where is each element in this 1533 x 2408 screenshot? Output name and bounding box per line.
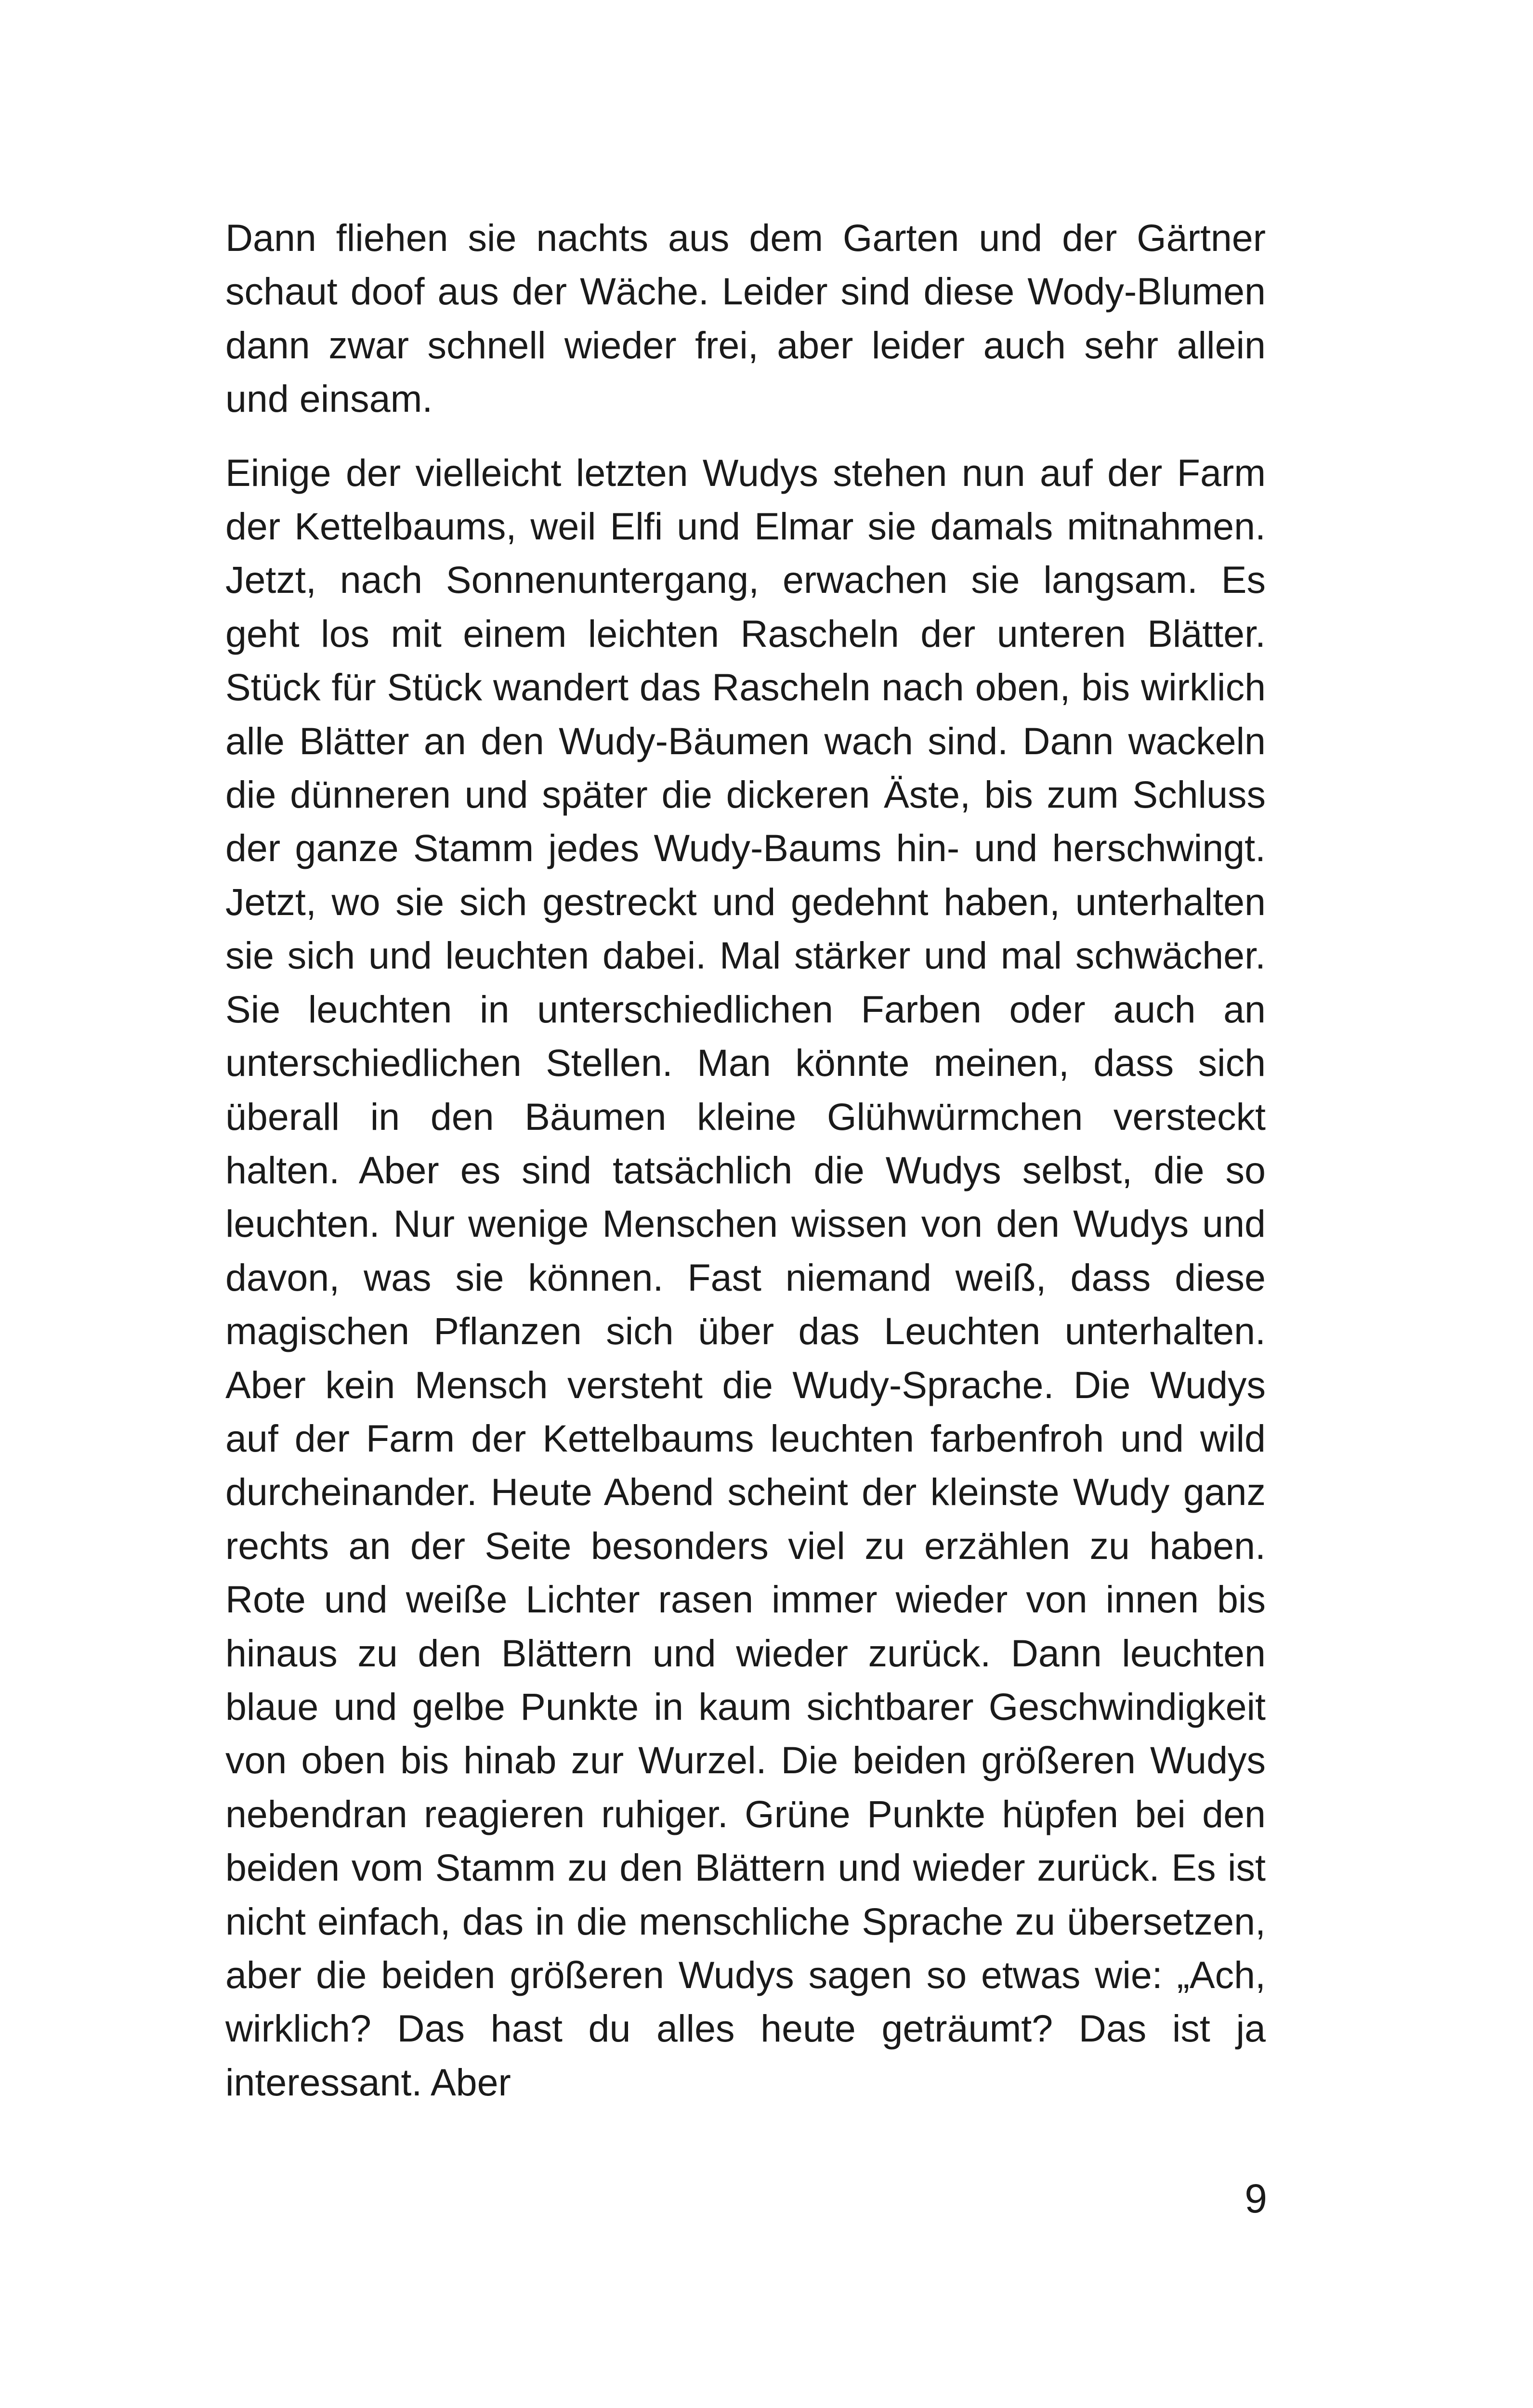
paragraph-1: Dann fliehen sie nachts aus dem Garten und der Gärtner schaut doof aus der Wäche. Leider sind diese Wody-Blumen dann zwar schnell wieder frei, aber leider auch sehr allein und einsam. [225, 216, 1266, 420]
paragraph-2: Einige der vielleicht letzten Wudys stehen nun auf der Farm der Kettelbaums, weil Elfi und Elmar sie damals mitnahmen. Jetzt, nach Sonnenuntergang, erwachen sie langsam. Es geht los mit einem leichten Rascheln der unteren Blätter. Stück für Stück wandert das Rascheln nach oben, bis wirklich alle Blätter an den Wudy-Bäumen wach sind. Dann wackeln die dünneren und später die dickeren Äste, bis zum Schluss der ganze Stamm jedes Wudy-Baums hin- und herschwingt. Jetzt, wo sie sich gestreckt und gedehnt haben, unterhalten sie sich und leuchten dabei. Mal stärker und mal schwächer. Sie leuchten in unterschiedlichen Farben oder auch an unterschiedlichen Stellen. Man könnte meinen, dass sich überall in den Bäumen kleine Glühwürmchen versteckt halten. Aber es sind tatsächlich die Wudys selbst, die so leuchten. Nur wenige Menschen wissen von den Wudys und davon, was sie können. Fast niemand weiß, dass diese magischen Pflanzen sich über das Leuchten unterhalten. Aber kein Mensch versteht die Wudy-Sprache. Die Wudys auf der Farm der Kettelbaums leuchten farbenfroh und wild durcheinander. Heute Abend scheint der kleinste Wudy ganz rechts an der Seite besonders viel zu erzählen zu haben. Rote und weiße Lichter rasen immer wieder von innen bis hinaus zu den Blättern und wieder zurück. Dann leuchten blaue und gelbe Punkte in kaum sichtbarer Geschwindigkeit von oben bis hinab zur Wurzel. Die beiden größeren Wudys nebendran reagieren ruhiger. Grüne Punkte hüpfen bei den beiden vom Stamm zu den Blättern und wieder zurück. Es ist nicht einfach, das in die menschliche Sprache zu übersetzen, aber die beiden größeren Wudys sagen so etwas wie: „Ach, wirklich? Das hast du alles heute geträumt? Das ist ja interessant. Aber [225, 451, 1266, 2104]
body-text [225, 211, 1266, 2109]
page-number: 9 [1245, 2176, 1267, 2221]
